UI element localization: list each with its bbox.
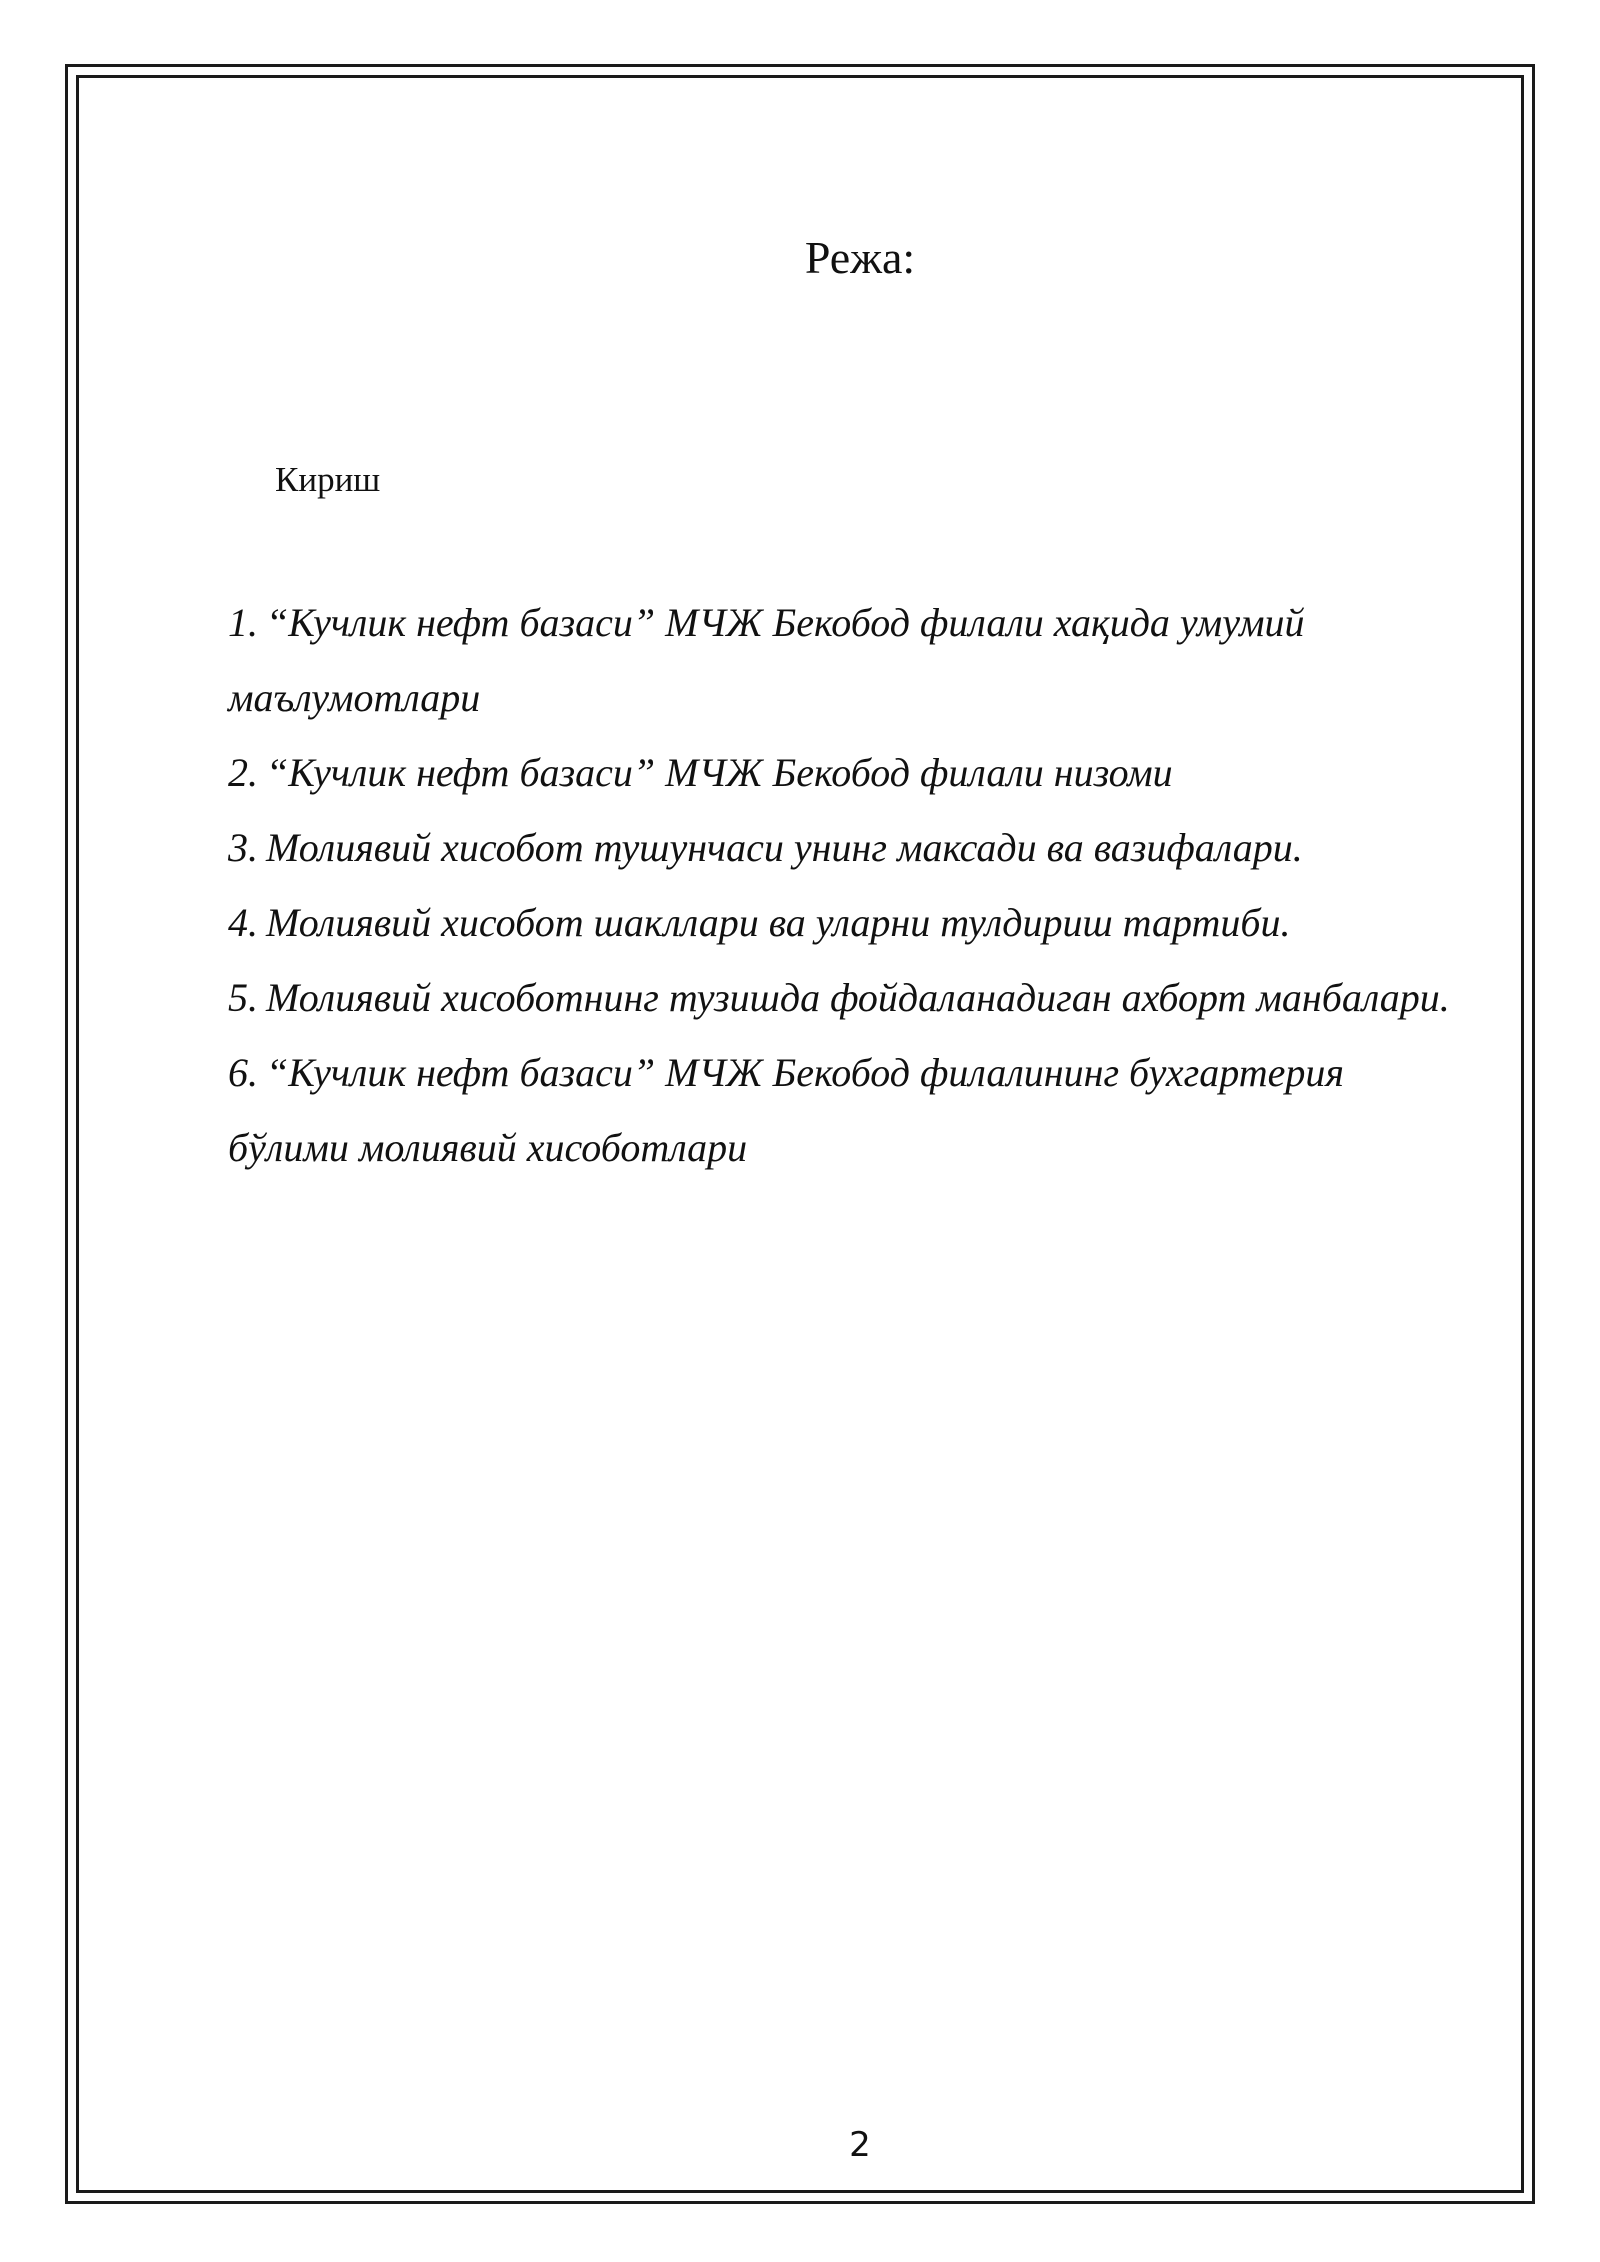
plan-item-text: Молиявий хисоботнинг тузишда фойдаланадиган ахборт манбалари. xyxy=(266,975,1450,1020)
intro-heading: Кириш xyxy=(275,460,381,499)
plan-item-number: 4. xyxy=(228,900,258,945)
plan-item-text: “Кучлик нефт базаси” МЧЖ Бекобод филалининг бухгартерия бўлими молиявий хисоботлари xyxy=(228,1050,1344,1170)
plan-item-text: Молиявий хисобот тушунчаси унинг максади ва вазифалари. xyxy=(266,825,1303,870)
plan-item-text: “Кучлик нефт базаси” МЧЖ Бекобод филали низоми xyxy=(266,750,1173,795)
plan-item xyxy=(228,1035,1468,1185)
plan-item-number: 2. xyxy=(228,750,258,795)
plan-list xyxy=(228,585,1468,1185)
plan-item-number: 1. xyxy=(228,600,258,645)
plan-item-number: 5. xyxy=(228,975,258,1020)
plan-item-text: “Кучлик нефт базаси” МЧЖ Бекобод филали хақида умумий маълумотлари xyxy=(228,600,1305,720)
plan-item-text: Молиявий хисобот шакллари ва уларни тулдириш тартиби. xyxy=(266,900,1291,945)
plan-item xyxy=(228,585,1468,735)
plan-item xyxy=(228,960,1468,1035)
plan-item xyxy=(228,810,1468,885)
page-number: 2 xyxy=(849,2125,871,2165)
plan-item xyxy=(228,735,1468,810)
plan-item xyxy=(228,885,1468,960)
plan-item-number: 6. xyxy=(228,1050,258,1095)
page-title: Режа: xyxy=(804,232,916,283)
plan-item-number: 3. xyxy=(228,825,258,870)
